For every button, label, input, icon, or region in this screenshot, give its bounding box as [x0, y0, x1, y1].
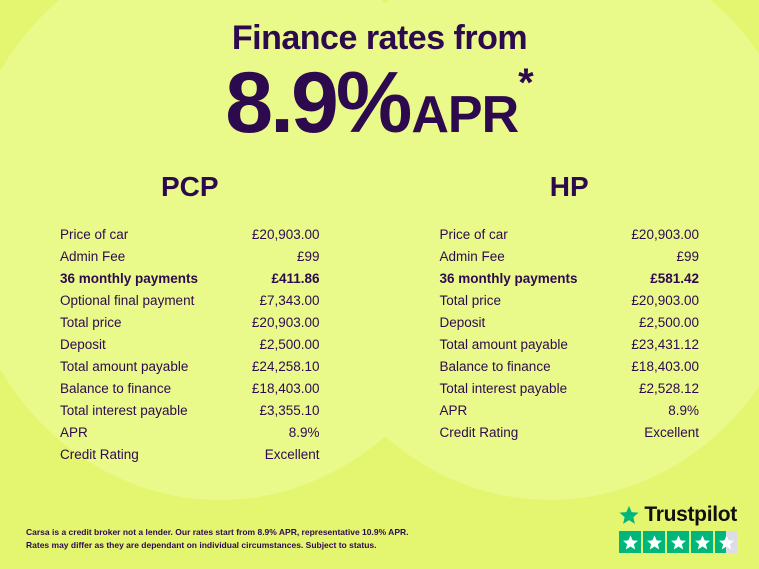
table-row	[60, 311, 320, 333]
row-value: £7,343.00	[259, 292, 320, 308]
row-label: 36 monthly payments	[439, 270, 578, 286]
row-label: Total interest payable	[439, 380, 568, 396]
row-label: 36 monthly payments	[60, 270, 199, 286]
table-row	[60, 421, 320, 443]
row-label: Deposit	[60, 336, 106, 352]
row-value: £2,500.00	[638, 314, 699, 330]
star-icon	[643, 531, 665, 553]
row-value: £99	[296, 248, 320, 264]
row-label: Price of car	[439, 226, 508, 242]
row-label: Admin Fee	[439, 248, 505, 264]
row-value: 8.9%	[288, 424, 320, 440]
row-label: Total price	[439, 292, 502, 308]
page-title: Finance rates from	[231, 19, 528, 57]
row-value: £23,431.12	[631, 336, 699, 352]
row-value: £2,500.00	[259, 336, 320, 352]
rate-unit: APR	[411, 86, 519, 145]
table-row	[60, 399, 320, 421]
row-value: £20,903.00	[631, 226, 699, 242]
trustpilot-star-rating	[619, 531, 737, 553]
table-row	[60, 443, 320, 465]
row-value: £20,903.00	[251, 226, 320, 242]
row-value: £99	[676, 248, 699, 264]
table-row	[60, 267, 320, 289]
row-value: £3,355.10	[259, 402, 320, 418]
row-label: Total amount payable	[60, 358, 189, 374]
table-row	[440, 289, 700, 311]
table-row	[60, 289, 320, 311]
star-icon	[619, 531, 641, 553]
row-value: £20,903.00	[251, 314, 320, 330]
table-row	[60, 377, 320, 399]
row-label: APR	[60, 424, 88, 440]
row-value: £20,903.00	[631, 292, 699, 308]
row-value: £24,258.10	[251, 358, 320, 374]
table-row	[440, 311, 700, 333]
table-row	[440, 267, 700, 289]
poster-footer	[0, 503, 759, 569]
row-value: Excellent	[644, 424, 699, 440]
row-label: Total amount payable	[439, 336, 568, 352]
row-value: £581.42	[650, 270, 699, 286]
row-label: Total interest payable	[60, 402, 188, 418]
row-value: 8.9%	[668, 402, 699, 418]
row-label: Price of car	[60, 226, 129, 242]
column-title-pcp: PCP	[160, 171, 219, 203]
row-label: Deposit	[439, 314, 486, 330]
finance-column-pcp	[0, 171, 380, 465]
table-row	[440, 245, 700, 267]
table-row	[440, 333, 700, 355]
star-icon	[691, 531, 713, 553]
trustpilot-wordmark	[619, 503, 737, 527]
row-value: £2,528.12	[638, 380, 699, 396]
disclaimer-line-2: Rates may differ as they are dependant on individual circumstances. Subject to status.	[26, 539, 377, 550]
trustpilot-name: Trustpilot	[644, 503, 737, 526]
rate-display	[0, 55, 759, 152]
finance-columns	[0, 171, 759, 465]
table-row	[440, 421, 700, 443]
row-label: Credit Rating	[60, 446, 139, 462]
row-label: Credit Rating	[439, 424, 519, 440]
row-label: Optional final payment	[60, 292, 195, 308]
row-label: APR	[439, 402, 468, 418]
finance-column-hp	[380, 171, 759, 465]
row-label: Total price	[60, 314, 122, 330]
disclaimer-line-1: Carsa is a credit broker not a lender. Our rates start from 8.9% APR, representative 10.9% APR.	[26, 527, 409, 538]
row-label: Admin Fee	[60, 248, 126, 264]
table-row	[440, 223, 700, 245]
table-row	[60, 355, 320, 377]
row-value: Excellent	[264, 446, 320, 462]
table-row	[60, 223, 320, 245]
row-label: Balance to finance	[60, 380, 172, 396]
row-value: £18,403.00	[631, 358, 699, 374]
table-row	[440, 355, 700, 377]
rate-number: 8.9%	[225, 55, 410, 152]
star-icon	[667, 531, 689, 553]
star-icon	[619, 505, 639, 525]
table-row	[440, 399, 700, 421]
row-label: Balance to finance	[439, 358, 551, 374]
disclaimer-text	[26, 526, 446, 551]
table-row	[60, 245, 320, 267]
row-value: £411.86	[271, 270, 320, 286]
star-icon-half	[715, 531, 737, 553]
row-value: £18,403.00	[251, 380, 320, 396]
table-row	[440, 377, 700, 399]
table-row	[60, 333, 320, 355]
column-title-hp: HP	[549, 171, 589, 203]
trustpilot-logo	[619, 503, 737, 553]
rate-asterisk: *	[518, 61, 534, 106]
